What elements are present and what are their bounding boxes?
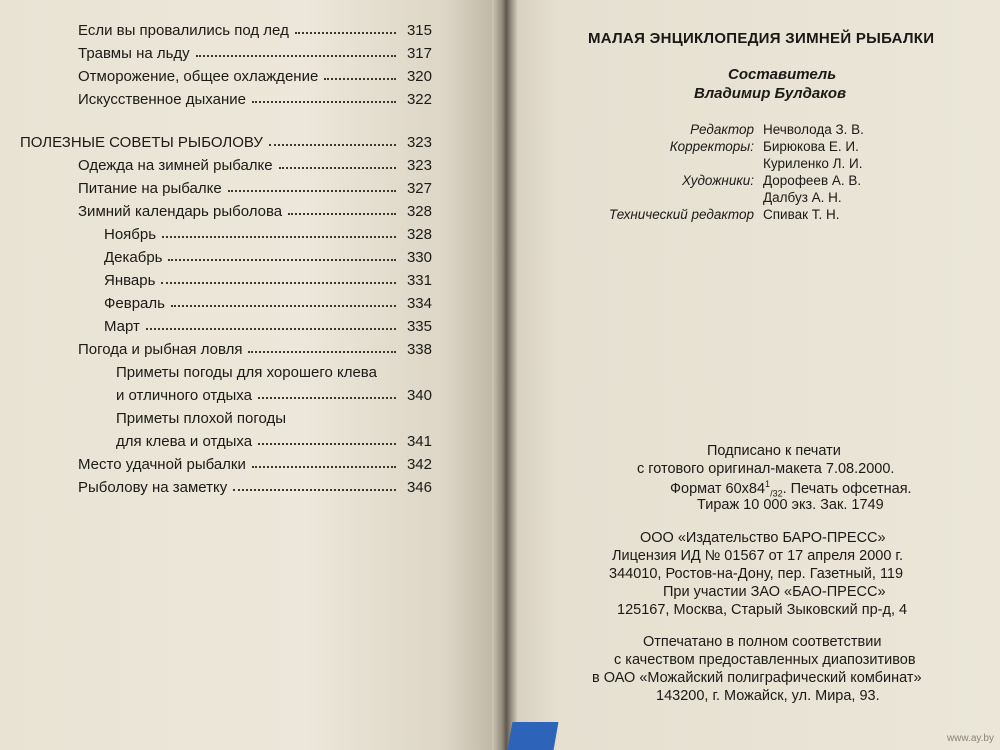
- imprint-participation: При участии ЗАО «БАО-ПРЕСС»: [663, 584, 886, 600]
- credit-name: Далбуз А. Н.: [763, 190, 842, 205]
- toc-section: ПОЛЕЗНЫЕ СОВЕТЫ РЫБОЛОВУ 323: [20, 134, 432, 151]
- book-title: МАЛАЯ ЭНЦИКЛОПЕДИЯ ЗИМНЕЙ РЫБАЛКИ: [588, 30, 935, 47]
- cover-edge: [508, 722, 559, 750]
- imprint-publisher: ООО «Издательство БАРО-ПРЕСС»: [640, 530, 886, 546]
- credit-name: Куриленко Л. И.: [763, 156, 863, 171]
- imprint-printed-address: 143200, г. Можайск, ул. Мира, 93.: [656, 688, 880, 704]
- imprint-address: 125167, Москва, Старый Зыковский пр-д, 4: [617, 602, 908, 618]
- credit-name: Спивак Т. Н.: [763, 207, 840, 222]
- imprint-printed: с качеством предоставленных диапозитивов: [614, 652, 916, 668]
- credit-name: Бирюкова Е. И.: [763, 139, 859, 154]
- toc-item: Зимний календарь рыболова 328: [78, 203, 432, 220]
- toc-item: Место удачной рыбалки 342: [78, 456, 432, 473]
- imprint-license: Лицензия ИД № 01567 от 17 апреля 2000 г.: [612, 548, 903, 564]
- imprint-print-run: Тираж 10 000 экз. Зак. 1749: [697, 497, 884, 513]
- toc-subitem-line1: Приметы погоды для хорошего клева: [116, 364, 377, 381]
- toc-subitem: для клева и отдыха 341: [116, 433, 432, 450]
- toc-subitem: Ноябрь 328: [104, 226, 432, 243]
- toc-item: Искусственное дыхание 322: [78, 91, 432, 108]
- credit-role: Художники:: [682, 173, 754, 188]
- toc-item: Погода и рыбная ловля 338: [78, 341, 432, 358]
- toc-subitem: Декабрь 330: [104, 249, 432, 266]
- toc-item: Отморожение, общее охлаждение 320: [78, 68, 432, 85]
- imprint-signed: Подписано к печати: [707, 443, 841, 459]
- imprint-printed: в ОАО «Можайский полиграфический комбинат»: [592, 670, 922, 686]
- toc-item: Если вы провалились под лед 315: [78, 22, 432, 39]
- toc-subitem-line1: Приметы плохой погоды: [116, 410, 287, 427]
- toc-subitem: и отличного отдыха 340: [116, 387, 432, 404]
- credit-name: Дорофеев А. В.: [763, 173, 862, 188]
- toc-subitem: Январь 331: [104, 272, 432, 289]
- imprint-format: Формат $60x84^1_{/32}$. Печать офсетная.: [670, 479, 912, 499]
- credit-role: Корректоры:: [669, 139, 754, 154]
- compiler-label: Составитель: [728, 66, 837, 83]
- book-gutter: [492, 0, 518, 750]
- toc-item: Травмы на льду 317: [78, 45, 432, 62]
- imprint-address: 344010, Ростов-на-Дону, пер. Газетный, 119: [609, 566, 904, 582]
- compiler-name: Владимир Булдаков: [694, 85, 847, 102]
- toc-subitem: Март 335: [104, 318, 432, 335]
- toc-item: Одежда на зимней рыбалке 323: [78, 157, 432, 174]
- watermark: www.ay.by: [946, 733, 994, 744]
- toc-subitem: Февраль 334: [104, 295, 432, 312]
- toc-item: Питание на рыбалке 327: [78, 180, 432, 197]
- toc-item: Рыболову на заметку 346: [78, 479, 432, 496]
- credit-role: Технический редактор: [608, 207, 754, 222]
- credit-role: Редактор: [690, 122, 754, 137]
- imprint-signed-date: с готового оригинал-макета 7.08.2000.: [637, 461, 895, 477]
- credit-name: Нечволода З. В.: [763, 122, 864, 137]
- imprint-printed: Отпечатано в полном соответствии: [643, 634, 882, 650]
